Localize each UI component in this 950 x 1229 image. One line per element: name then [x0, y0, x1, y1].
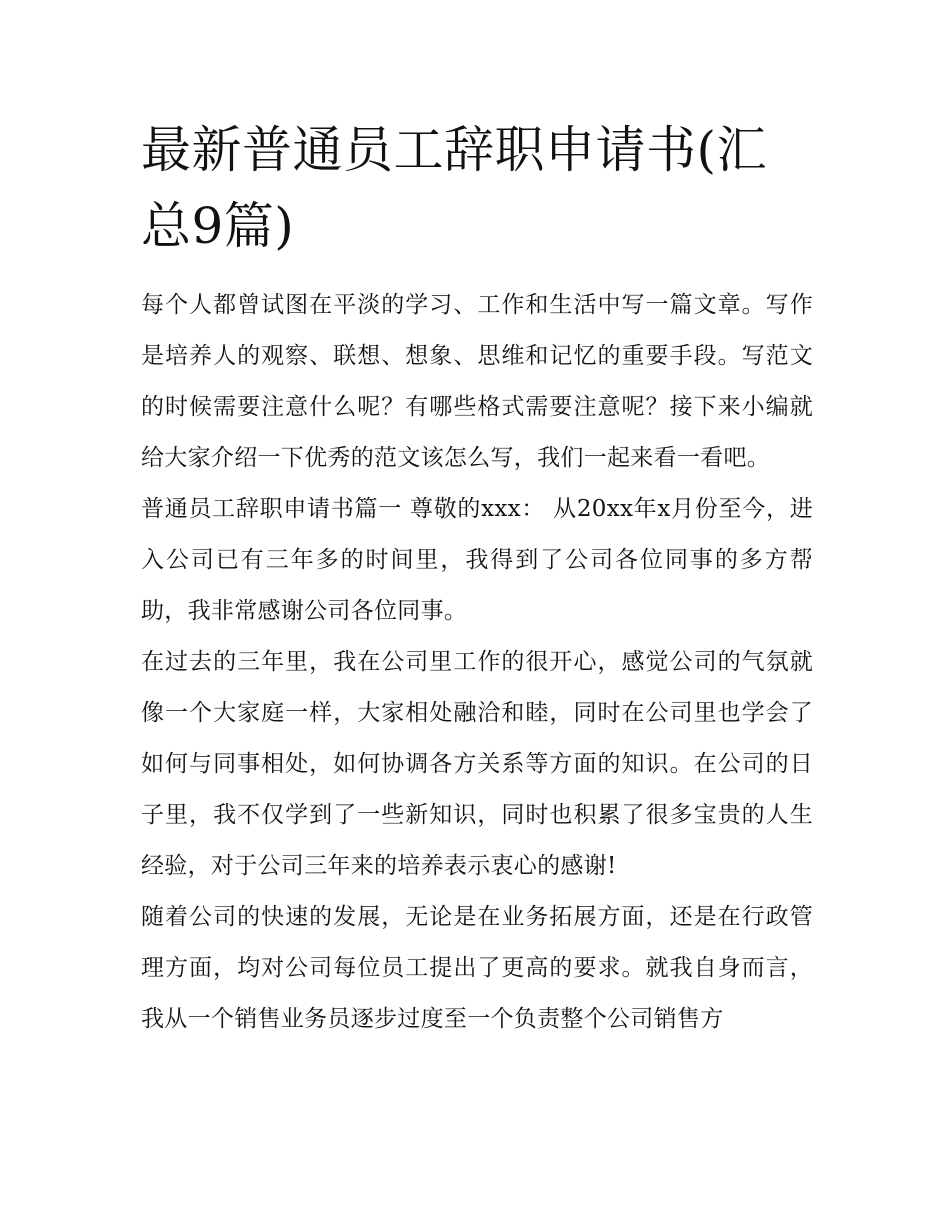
paragraph-gratitude: 在过去的三年里，我在公司里工作的很开心，感觉公司的气氛就像一个大家庭一样，大家相处融洽和睦，同时在公司里也学会了如何与同事相处，如何协调各方关系等方面的知识。在公司的日子里，我不仅学到了一些新知识，同时也积累了很多宝贵的人生经验，对于公司三年来的培养表示衷心的感谢!	[141, 649, 813, 879]
document-title: 最新普通员工辞职申请书(汇总9篇)	[141, 121, 768, 255]
document-body	[141, 112, 813, 1045]
paragraph-development: 随着公司的快速的发展，无论是在业务拓展方面，还是在行政管理方面，均对公司每位员工提出了更高的要求。就我自身而言，我从一个销售业务员逐步过度至一个负责整个公司销售方	[141, 904, 813, 1032]
paragraph-intro: 每个人都曾试图在平淡的学习、工作和生活中写一篇文章。写作是培养人的观察、联想、想象、思维和记忆的重要手段。写范文的时候需要注意什么呢？有哪些格式需要注意呢？接下来小编就给大家介绍一下优秀的范文该怎么写，我们一起来看一看吧。	[141, 292, 813, 471]
paragraph-salutation: 普通员工辞职申请书篇一 尊敬的xxx： 从20xx年x月份至今，进入公司已有三年多的时间里，我得到了公司各位同事的多方帮助，我非常感谢公司各位同事。	[141, 496, 813, 624]
